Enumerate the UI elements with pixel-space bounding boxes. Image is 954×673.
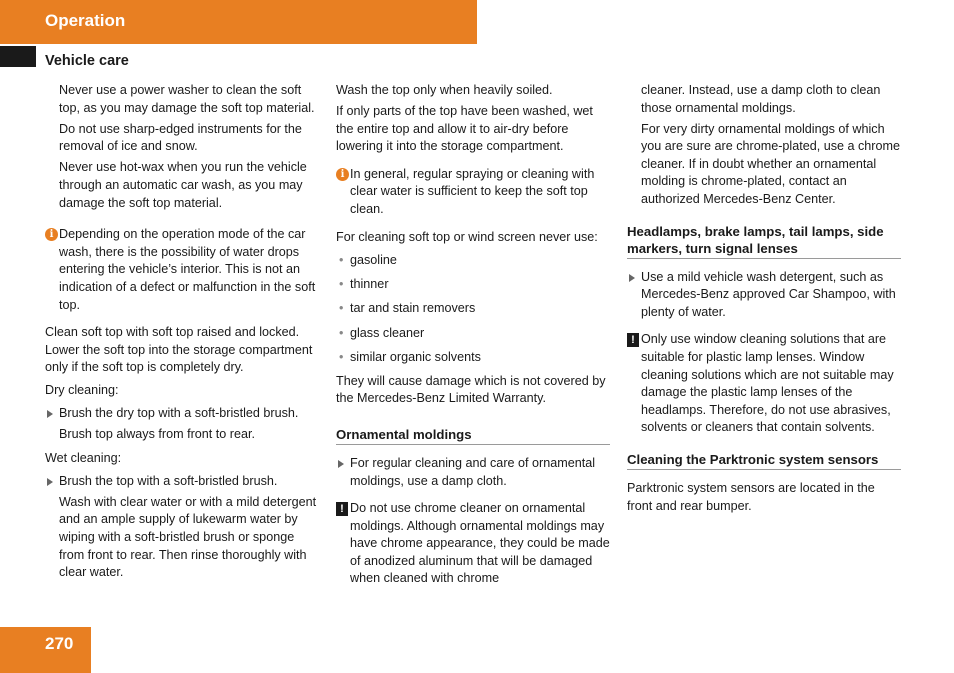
column-1: [45, 82, 319, 585]
warning-icon: !: [627, 333, 639, 347]
step-dry-brush: [45, 405, 319, 423]
paragraph: Wash with clear water or with a mild detergent and an ample supply of lukewarm water by wiping with a soft-bristled brush or sponge from front to rear. Then rinse thoroughly with clear water.: [59, 494, 317, 580]
paragraph: Do not use sharp-edged instruments for the removal of ice and snow.: [59, 121, 302, 154]
paragraph: Parktronic system sensors are located in the front and rear bumper.: [627, 481, 875, 513]
section-marker: [0, 46, 36, 67]
step-wet-brush: [45, 473, 319, 491]
list-item: • glass cleaner: [336, 325, 610, 343]
info-text: In general, regular spraying or cleaning with clear water is sufficient to keep the soft top clean.: [350, 166, 595, 217]
warning-continued: cleaner. Instead, use a damp cloth to clean those ornamental moldings.: [641, 83, 881, 115]
paragraph: Wash the top only when heavily soiled.: [336, 83, 553, 97]
step-lamps: [627, 269, 901, 322]
info-text: Depending on the operation mode of the car wash, there is the possibility of water drops entering the vehicle’s interior. This is not an indication of a defect or malfunction in the soft top.: [59, 227, 316, 312]
info-note: [336, 166, 610, 219]
warning-text: Only use window cleaning solutions that are suitable for plastic lamp lenses. Window cleaning solutions which are not suitable may damage the plastic lamp lenses of the headlamps. Therefore, do not use abrasives, solvents or cleaners that contain solvents.: [641, 332, 894, 435]
list-item: • thinner: [336, 276, 610, 294]
warning-note: [627, 331, 901, 437]
column-3: [627, 82, 901, 519]
info-icon: i: [336, 168, 349, 181]
warning-text: Do not use chrome cleaner on ornamental moldings. Although ornamental moldings may have chrome appearance, they could be made of anodized aluminum that will be damaged when cleaned with chrome: [350, 501, 610, 586]
paragraph: Brush top always from front to rear.: [59, 426, 255, 441]
step-text: Use a mild vehicle wash detergent, such as Mercedes-Benz approved Car Shampoo, with plenty of water.: [641, 269, 896, 319]
step-text: Brush the top with a soft-bristled brush.: [59, 473, 278, 488]
dry-cleaning-label: Dry cleaning:: [45, 382, 119, 397]
list-item: • gasoline: [336, 252, 610, 270]
section-title: Vehicle care: [45, 53, 129, 69]
step-text: Brush the dry top with a soft-bristled brush.: [59, 405, 299, 420]
step-ornamental: [336, 455, 610, 490]
paragraph: Never use hot-wax when you run the vehicle through an automatic car wash, as you may damage the soft top material.: [59, 160, 307, 210]
paragraph: Clean soft top with soft top raised and locked. Lower the soft top into the storage compartment only if the soft top is completely dry.: [45, 325, 313, 375]
paragraph: For cleaning soft top or wind screen never use:: [336, 229, 598, 244]
wet-cleaning-label: Wet cleaning:: [45, 451, 122, 466]
paragraph: If only parts of the top have been washed, wet the entire top and allow it to air-dry before lowering it into the storage compartment.: [336, 104, 593, 154]
step-text: For regular cleaning and care of ornamental moldings, use a damp cloth.: [350, 455, 596, 488]
parktronic-heading: Cleaning the Parktronic system sensors: [627, 451, 901, 470]
paragraph: Never use a power washer to clean the soft top, as you may damage the soft top material.: [59, 83, 315, 115]
info-icon: i: [45, 228, 58, 241]
ornamental-moldings-heading: Ornamental moldings: [336, 426, 610, 445]
list-item: • similar organic solvents: [336, 349, 610, 367]
warning-icon: !: [336, 502, 348, 516]
column-2: [336, 82, 610, 598]
paragraph: For very dirty ornamental moldings of which you are sure are chrome-plated, use a chrome cleaner. If in doubt whether an ornamental molding is chrome-plated, contact an authorized Mercedes-Benz Center.: [641, 121, 901, 207]
lamps-heading: Headlamps, brake lamps, tail lamps, side markers, turn signal lenses: [627, 223, 901, 259]
info-note: [45, 226, 319, 314]
chapter-title: Operation: [45, 11, 126, 30]
page-number: 270: [45, 634, 74, 653]
warning-note: [336, 500, 610, 588]
list-item: • tar and stain removers: [336, 300, 610, 318]
paragraph: They will cause damage which is not covered by the Mercedes-Benz Limited Warranty.: [336, 373, 606, 406]
